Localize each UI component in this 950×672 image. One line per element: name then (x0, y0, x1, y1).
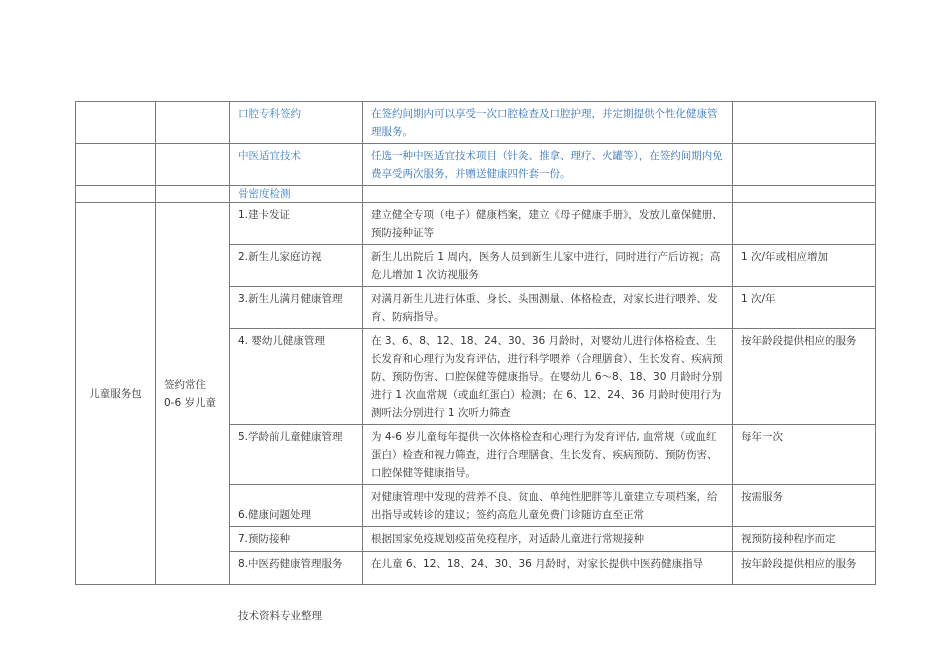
service-frequency (733, 203, 876, 245)
package-name: 儿童服务包 (76, 203, 156, 585)
target-cell-empty (156, 186, 230, 203)
service-item: 4. 婴幼儿健康管理 (230, 329, 363, 425)
package-cell-empty (76, 102, 156, 144)
service-frequency: 1 次/年或相应增加 (733, 245, 876, 287)
service-frequency (733, 102, 876, 144)
service-content: 对健康管理中发现的营养不良、贫血、单纯性肥胖等儿童建立专项档案，给出指导或转诊的建议；签约高危儿童免费门诊随访直至正常 (363, 485, 733, 527)
target-line-2: 0-6 岁儿童 (164, 397, 216, 409)
service-content: 在儿童 6、12、18、24、30、36 月龄时，对家长提供中医药健康指导 (363, 552, 733, 585)
service-content: 新生儿出院后 1 周内，医务人员到新生儿家中进行，同时进行产后访视；高危儿增加 1 次访视服务 (363, 245, 733, 287)
target-cell-empty (156, 102, 230, 144)
service-content: 对满月新生儿进行体重、身长、头围测量、体格检查，对家长进行喂养、发育、防病指导。 (363, 287, 733, 329)
package-cell-empty (76, 186, 156, 203)
service-frequency: 每年一次 (733, 425, 876, 485)
table-row (76, 102, 876, 144)
service-item: 6.健康问题处理 (230, 485, 363, 527)
service-item: 口腔专科签约 (230, 102, 363, 144)
service-content (363, 186, 733, 203)
service-frequency (733, 144, 876, 186)
service-item: 骨密度检测 (230, 186, 363, 203)
target-population (156, 203, 230, 585)
service-item: 8.中医药健康管理服务 (230, 552, 363, 585)
service-item: 3.新生儿满月健康管理 (230, 287, 363, 329)
table-row (76, 203, 876, 245)
target-cell-empty (156, 144, 230, 186)
page-footer: 技术资料专业整理 (238, 610, 322, 622)
service-item: 7.预防接种 (230, 527, 363, 552)
service-frequency: 按年龄段提供相应的服务 (733, 329, 876, 425)
service-frequency: 1 次/年 (733, 287, 876, 329)
service-content: 根据国家免疫规划疫苗免疫程序，对适龄儿童进行常规接种 (363, 527, 733, 552)
package-cell-empty (76, 144, 156, 186)
service-package-table (75, 101, 876, 585)
service-item: 5.学龄前儿童健康管理 (230, 425, 363, 485)
table-row (76, 144, 876, 186)
service-item: 2.新生儿家庭访视 (230, 245, 363, 287)
service-content: 在签约间期内可以享受一次口腔检查及口腔护理，并定期提供个性化健康管理服务。 (363, 102, 733, 144)
service-item: 1.建卡发证 (230, 203, 363, 245)
service-content: 在 3、6、8、12、18、24、30、36 月龄时，对婴幼儿进行体格检查、生长发育和心理行为发育评估，进行科学喂养（合理膳食）、生长发育、疾病预防、预防伤害、口腔保健等健康指导。在婴幼儿 6～8、18、30 月龄时分别进行 1 次血常规（或血红蛋白）检测；在 6、12、24、36 月龄时使用行为测听法分别进行 1 次听力筛查 (363, 329, 733, 425)
service-frequency: 按需服务 (733, 485, 876, 527)
service-content: 任选一种中医适宜技术项目（针灸、推拿、理疗、火罐等），在签约间期内免费享受两次服务，并赠送健康四件套一份。 (363, 144, 733, 186)
service-content: 为 4-6 岁儿童每年提供一次体格检查和心理行为发育评估, 血常规（或血红蛋白）检查和视力筛查，进行合理膳食、生长发育、疾病预防、预防伤害、口腔保健等健康指导。 (363, 425, 733, 485)
table-row (76, 186, 876, 203)
service-frequency: 按年龄段提供相应的服务 (733, 552, 876, 585)
target-line-1: 签约常住 (164, 379, 206, 391)
service-content: 建立健全专项（电子）健康档案，建立《母子健康手册》，发放儿童保健册、预防接种证等 (363, 203, 733, 245)
service-frequency: 视预防接种程序而定 (733, 527, 876, 552)
service-frequency (733, 186, 876, 203)
service-item: 中医适宜技术 (230, 144, 363, 186)
